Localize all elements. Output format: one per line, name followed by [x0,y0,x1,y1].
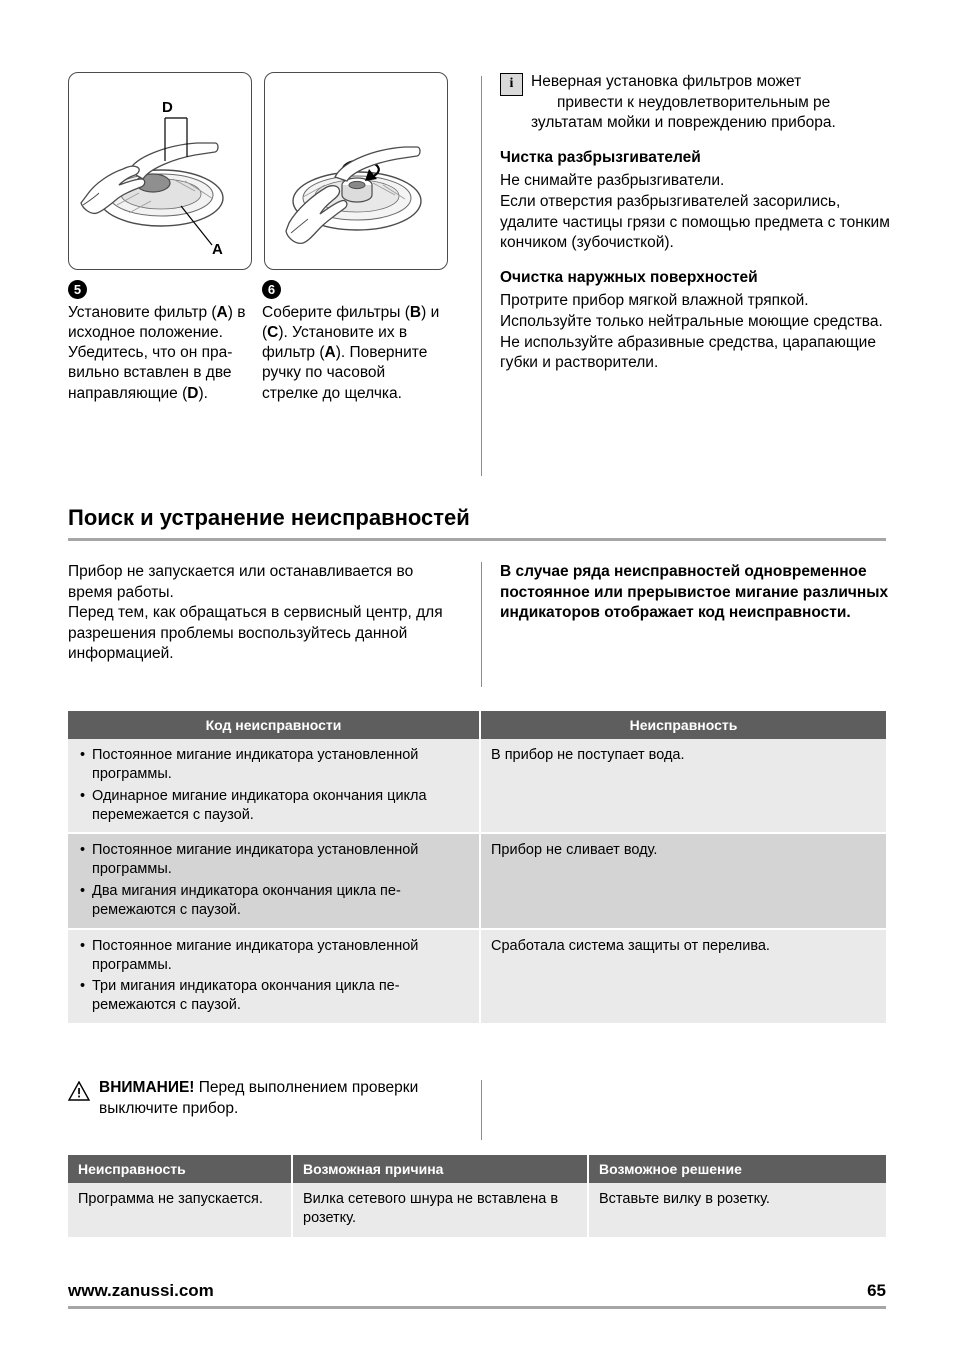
intro-para-bold: В случае ряда неисправностей одновременное постоянное или прерывистое мигание различных индикаторов отображает код неисправности. [500,563,889,622]
page-title: Поиск и устранение неисправностей [68,505,470,530]
section-divider-rule [68,538,886,541]
warning-block [68,1078,886,1119]
info-note-line-1: Неверная установка фильтров может [531,73,802,90]
cell-fault: В прибор не поступает вода. [480,739,886,833]
cell-fault-code [68,739,480,833]
step-5-ref-a: A [216,304,228,321]
table-row [68,833,886,928]
list-item: • Одинарное мигание индикатора окончания цикла перемежается с паузой. [78,787,469,825]
cell-fault-code [68,929,480,1024]
step-5-ref-d: D [187,384,199,402]
footer-row [68,1281,886,1301]
info-note-line-3: зультатам мойки и повреждению прибора. [531,114,836,132]
info-note-text [531,72,890,134]
list-item: • Постоянное мигание индикатора установленной программы. [78,841,469,879]
step-6-ref-c: C [267,324,279,342]
cell-fault: Прибор не сливает воду. [480,833,886,928]
step-5-part-2: ) в исходное положение. Убедитесь, что он правильно вставлен в две направляющие ( [68,304,246,402]
figure-step-5-illustration [68,72,252,270]
footer-website[interactable]: www.zanussi.com [68,1281,214,1300]
column-divider-intro [481,562,482,687]
para-do-not-remove-spray-arms: Не снимайте разбрызгиватели. [500,172,725,190]
figure-5-label-d: D [162,99,173,116]
warning-text [99,1078,468,1119]
fault-code-table [68,711,886,1025]
fault-code-bullets [78,937,469,1015]
list-item: • Постоянное мигание индикатора установленной программы. [78,746,469,784]
figure-5-drawing [69,73,251,269]
section-header [68,505,886,541]
figure-6-drawing [265,73,447,269]
cell-cause: Вилка сетевого шнура не вставлена в розетку. [292,1183,588,1237]
troubleshooting-table-body [68,1183,886,1237]
step-6-ref-b: B [409,304,422,321]
troubleshoot-intro-left [68,562,448,665]
figure-step-6-illustration [264,72,448,270]
step-text-row [68,280,458,404]
column-divider-warning [481,1080,482,1140]
right-column-top [500,72,890,374]
para-wipe-appliance: Протрите прибор мягкой влажной тряпкой. Используйте только нейтральные моющие средства. Не используйте абразивные средства, царапающие губки и растворители. [500,292,883,372]
info-icon: i [500,73,523,96]
step-6-number: 6 [262,280,281,299]
col-header-possible-solution: Возможное решение [588,1155,886,1183]
page-footer [68,1281,886,1309]
col-header-fault-code: Код неисправности [68,711,480,739]
troubleshoot-intro-right [500,562,890,624]
list-item: • Три мигания индикатора окончания цикла перемежаются с паузой. [78,977,469,1015]
list-item: • Постоянное мигание индикатора установленной программы. [78,937,469,975]
cell-fault-code [68,833,480,928]
info-note-line-2: привести к неудовлетворительным ре [557,93,831,111]
step-6-text [262,303,444,404]
col-header-possible-cause: Возможная причина [292,1155,588,1183]
step-6-part-3: ). Установите их в фильтр ( [262,324,408,362]
step-6-part-2: ) и ( [262,304,440,342]
table-row [68,1183,886,1237]
para-clear-spray-holes: Если отверстия разбрызгивателей засорились, удалите частицы грязи с помощью предмета с тонким кончиком (зубочисткой). [500,193,890,252]
table-row [68,739,886,833]
step-5-part-3: ). [198,384,208,402]
warning-row [68,1078,468,1119]
fault-code-table-head [68,711,886,739]
table-header-row [68,1155,886,1183]
fault-code-table-body [68,739,886,1024]
col-header-fault: Неисправность [68,1155,292,1183]
figures-column [68,72,458,404]
troubleshooting-table-head [68,1155,886,1183]
list-item: • Два мигания индикатора окончания цикла перемежаются с паузой. [78,882,469,920]
figure-row [68,72,458,270]
col-header-fault: Неисправность [480,711,886,739]
step-5-part-1: Установите фильтр ( [68,304,217,321]
cell-solution: Вставьте вилку в розетку. [588,1183,886,1237]
table-row [68,929,886,1024]
column-divider-top [481,76,482,476]
step-6-part-1: Соберите фильтры ( [262,304,410,321]
fault-code-bullets [78,841,469,919]
warning-triangle-icon [68,1081,90,1101]
intro-para-1: Прибор не запускается или останавливается во время работы. [68,563,414,601]
step-5-number: 5 [68,280,87,299]
warning-label: ВНИМАНИЕ! [99,1079,195,1096]
troubleshooting-table [68,1155,886,1237]
table-header-row [68,711,886,739]
intro-para-2: Перед тем, как обращаться в сервисный центр, для разрешения проблемы воспользуйтесь данной информацией. [68,604,443,663]
info-note [500,72,890,134]
cell-fault: Программа не запускается. [68,1183,292,1237]
step-5-column [68,280,250,404]
step-6-ref-a: A [324,344,336,362]
cell-fault: Сработала система защиты от перелива. [480,929,886,1024]
step-6-column [262,280,444,404]
footer-divider-rule [68,1306,886,1309]
fault-code-bullets [78,746,469,824]
figure-5-label-a: A [212,241,223,258]
footer-page-number: 65 [867,1281,886,1300]
heading-spray-arms-cleaning: Чистка разбрызгивателей [500,148,701,166]
heading-external-surface-cleaning: Очистка наружных поверхностей [500,268,758,286]
warning-body: Перед выполнением проверки выключите прибор. [99,1079,419,1117]
step-5-text [68,303,250,404]
step-6-part-4: ). Поверните ручку по часовой стрелке до щелчка. [262,344,428,402]
